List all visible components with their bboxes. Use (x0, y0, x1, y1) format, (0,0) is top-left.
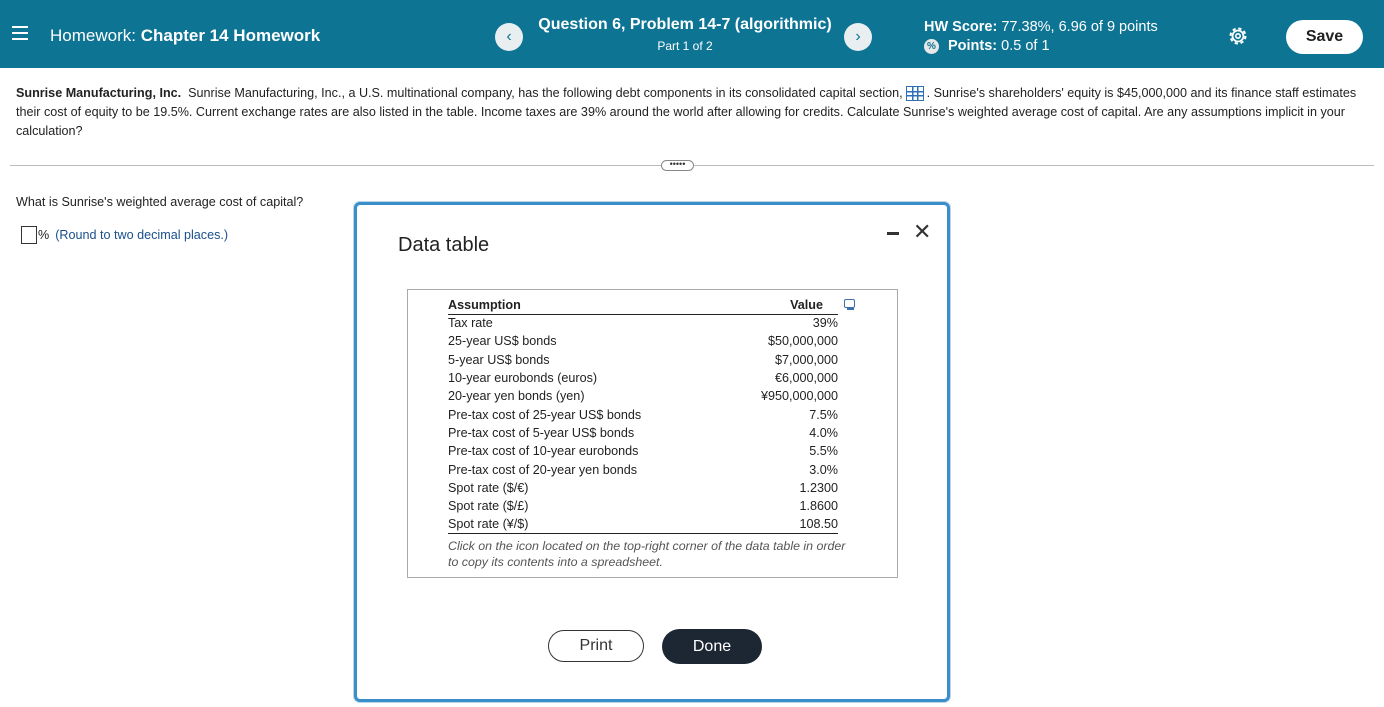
points (924, 38, 1050, 54)
dialog-title: Data table (398, 234, 490, 256)
row-label: 10-year eurobonds (euros) (448, 371, 598, 386)
company-name: Sunrise Manufacturing, Inc. (16, 86, 182, 100)
partial-credit-icon: % (924, 39, 939, 54)
row-label: Spot rate (¥/$) (448, 515, 727, 533)
row-value: 1.8600 (799, 499, 838, 514)
answer-prompt: What is Sunrise's weighted average cost of capital? (16, 195, 304, 209)
row-value: $7,000,000 (774, 352, 838, 367)
table-note: Click on the icon located on the top-right corner of the data table in order to copy its contents into a spreadsheet. (448, 539, 846, 569)
question-text (16, 84, 1371, 141)
data-table-icon[interactable] (906, 86, 924, 101)
points-label: Points: (948, 38, 998, 54)
table-row (448, 424, 838, 442)
row-label: 20-year yen bonds (yen) (448, 389, 585, 404)
divider-handle[interactable]: ••••• (661, 160, 694, 171)
row-value: 1.2300 (799, 480, 838, 495)
question-text-part2: . Sunrise's shareholders' equity is $45,000,000 and its finance staff estimates their cost of equity to be 19.5%. Current exchange rates are also listed in the table. Income taxes are 39% around the world after allowing for credits. Calculate Sunrise's weighted average cost of capital. Are any assumptions implicit in your calculation? (16, 86, 1357, 138)
previous-question-button[interactable]: ‹ (495, 23, 523, 51)
table-header-row (448, 296, 838, 314)
row-label: Pre-tax cost of 20-year yen bonds (448, 462, 638, 477)
table-row (448, 405, 838, 423)
question-part: Part 1 of 2 (657, 39, 713, 53)
question-text-part1: Sunrise Manufacturing, Inc., a U.S. multinational company, has the following debt components in its consolidated capital section, (188, 86, 903, 100)
data-table (448, 296, 838, 534)
table-row (448, 332, 838, 350)
homework-prefix: Homework: (50, 26, 136, 45)
table-row (448, 515, 838, 533)
row-label: Pre-tax cost of 5-year US$ bonds (448, 425, 635, 440)
table-row (448, 369, 838, 387)
row-label: Pre-tax cost of 25-year US$ bonds (448, 407, 642, 422)
table-row (448, 479, 838, 497)
hw-score (924, 19, 1158, 35)
minimize-icon[interactable] (887, 232, 899, 235)
question-title: Question 6, Problem 14-7 (algorithmic) (538, 16, 832, 33)
row-label: 25-year US$ bonds (448, 334, 557, 349)
homework-title (50, 26, 320, 46)
gear-icon[interactable] (1226, 24, 1250, 48)
row-value: 108.50 (727, 515, 838, 533)
hw-score-value: 77.38%, 6.96 of 9 points (1001, 19, 1158, 35)
header-bar (0, 0, 1384, 68)
points-value: 0.5 of 1 (1001, 38, 1050, 54)
done-button[interactable]: Done (662, 629, 762, 664)
save-button[interactable]: Save (1286, 20, 1363, 54)
table-row (448, 314, 838, 332)
table-row (448, 497, 838, 515)
column-header-assumption: Assumption (448, 296, 727, 314)
copy-to-spreadsheet-icon[interactable] (844, 299, 855, 308)
answer-row (21, 226, 228, 244)
row-label: Spot rate ($/€) (448, 480, 529, 495)
row-value: €6,000,000 (774, 371, 838, 386)
row-label: Tax rate (448, 316, 493, 331)
round-hint: (Round to two decimal places.) (55, 228, 229, 242)
data-table-box (407, 289, 898, 578)
table-row (448, 387, 838, 405)
row-label: Spot rate ($/£) (448, 499, 529, 514)
data-table-dialog (354, 202, 950, 702)
row-value: 4.0% (809, 425, 838, 440)
row-value: 39% (812, 316, 838, 331)
row-value: $50,000,000 (767, 334, 838, 349)
row-value: 5.5% (809, 444, 838, 459)
next-question-button[interactable]: › (844, 23, 872, 51)
row-label: Pre-tax cost of 10-year eurobonds (448, 444, 639, 459)
column-header-value: Value (727, 296, 838, 314)
row-value: ¥950,000,000 (760, 389, 838, 404)
menu-icon[interactable] (12, 26, 28, 40)
table-row (448, 351, 838, 369)
print-button[interactable]: Print (548, 630, 644, 662)
wacc-answer-input[interactable] (21, 226, 37, 244)
table-row (448, 460, 838, 478)
table-row (448, 442, 838, 460)
row-value: 7.5% (809, 407, 838, 422)
hw-score-label: HW Score: (924, 19, 998, 35)
close-icon[interactable]: ✕ (913, 219, 932, 244)
row-value: 3.0% (809, 462, 838, 477)
row-label: 5-year US$ bonds (448, 352, 550, 367)
homework-name: Chapter 14 Homework (140, 26, 321, 45)
answer-unit: % (38, 228, 50, 242)
